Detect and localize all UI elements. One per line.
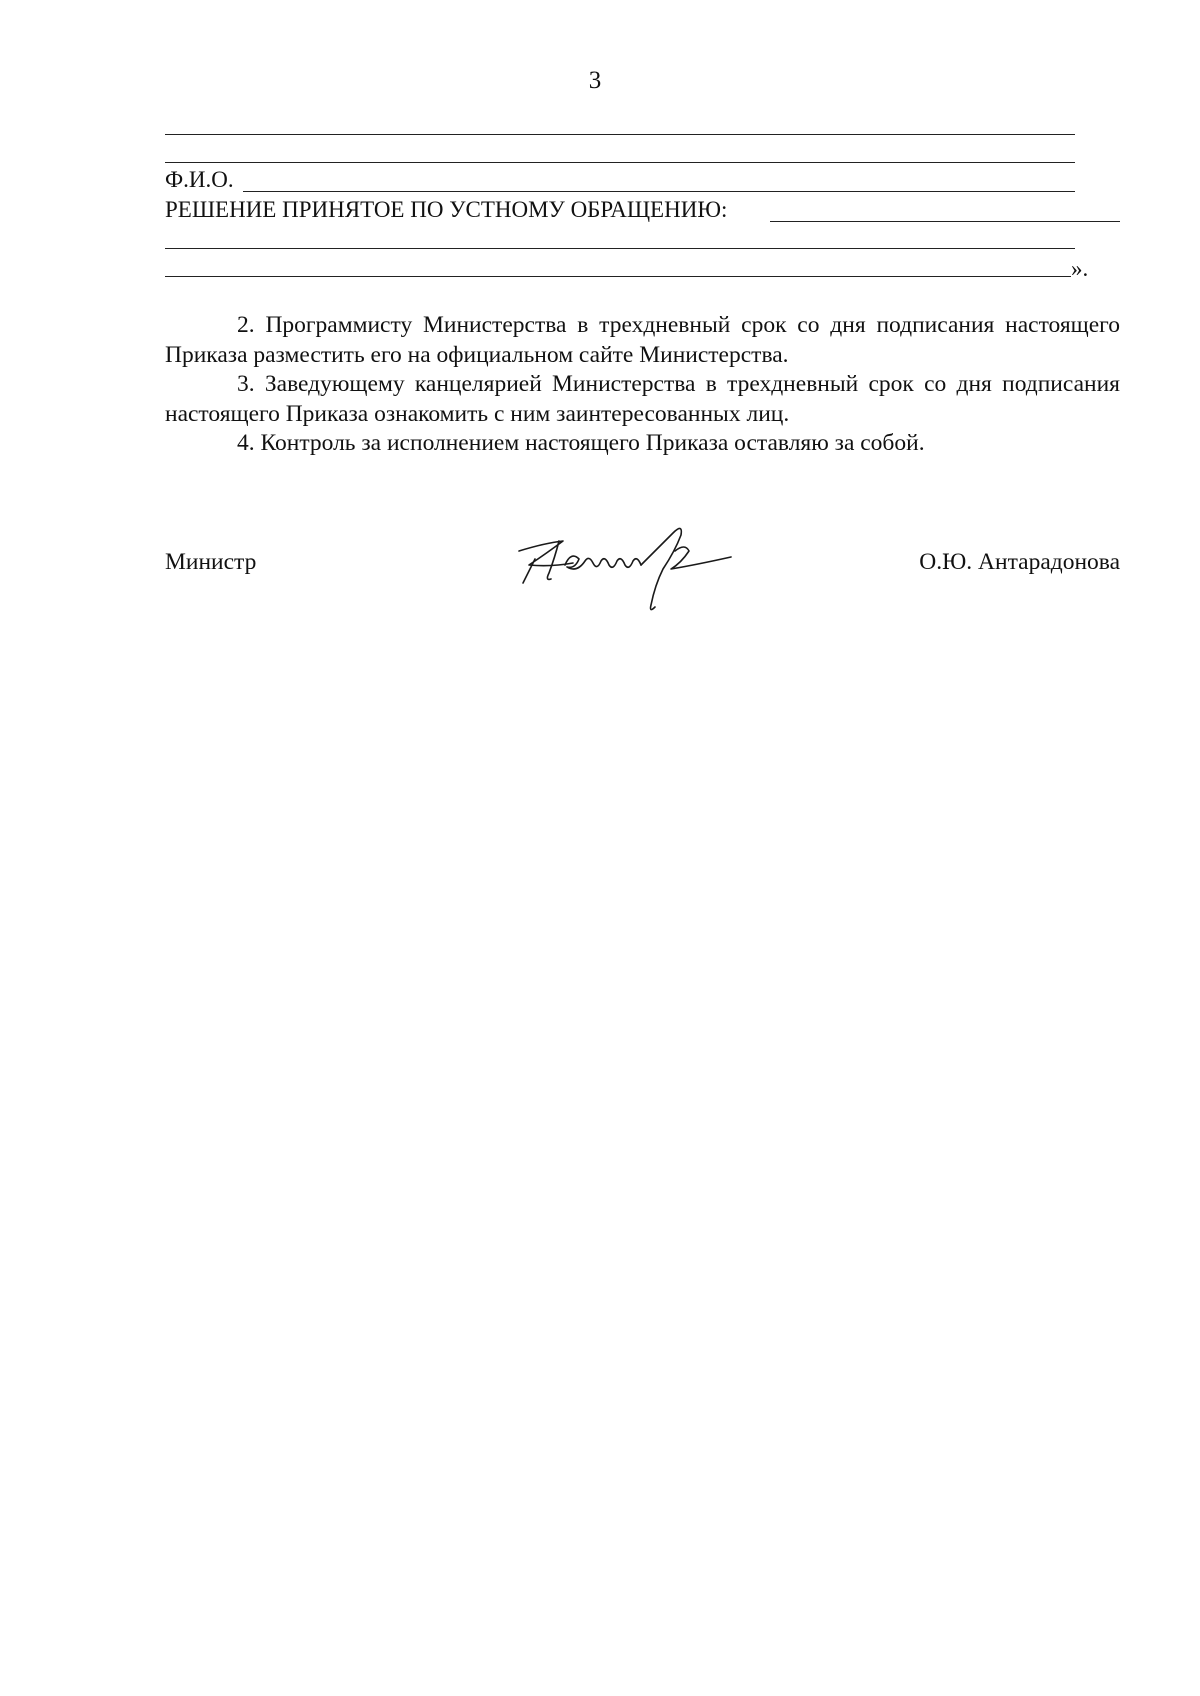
decision-label: РЕШЕНИЕ ПРИНЯТОЕ ПО УСТНОМУ ОБРАЩЕНИЮ: bbox=[165, 197, 728, 222]
signatory-name: О.Ю. Антарадонова bbox=[919, 549, 1120, 575]
fio-blank-line bbox=[243, 191, 1075, 192]
paragraphs bbox=[165, 311, 1120, 459]
page-number: 3 bbox=[588, 67, 602, 94]
closing-quote: ». bbox=[1071, 256, 1089, 281]
blank-line-4 bbox=[165, 276, 1071, 277]
blank-line-2 bbox=[165, 162, 1075, 163]
blank-line-1 bbox=[165, 134, 1075, 135]
paragraph-3: 3. Заведующему канцелярией Министерства в трехдневный срок со дня подписания настоящего Приказа ознакомить с ним заинтересованных лиц. bbox=[165, 371, 1120, 427]
signature-block bbox=[165, 547, 1120, 647]
blank-line-3 bbox=[165, 248, 1075, 249]
fio-label: Ф.И.О. bbox=[165, 167, 234, 192]
handwritten-signature bbox=[505, 521, 755, 621]
paragraph-4: 4. Контроль за исполнением настоящего Приказа оставляю за собой. bbox=[237, 430, 925, 456]
signatory-title: Министр bbox=[165, 549, 257, 575]
paragraph-2: 2. Программисту Министерства в трехдневный срок со дня подписания настоящего Приказа разместить его на официальном сайте Министерства. bbox=[165, 312, 1120, 368]
decision-blank-line bbox=[770, 221, 1120, 222]
